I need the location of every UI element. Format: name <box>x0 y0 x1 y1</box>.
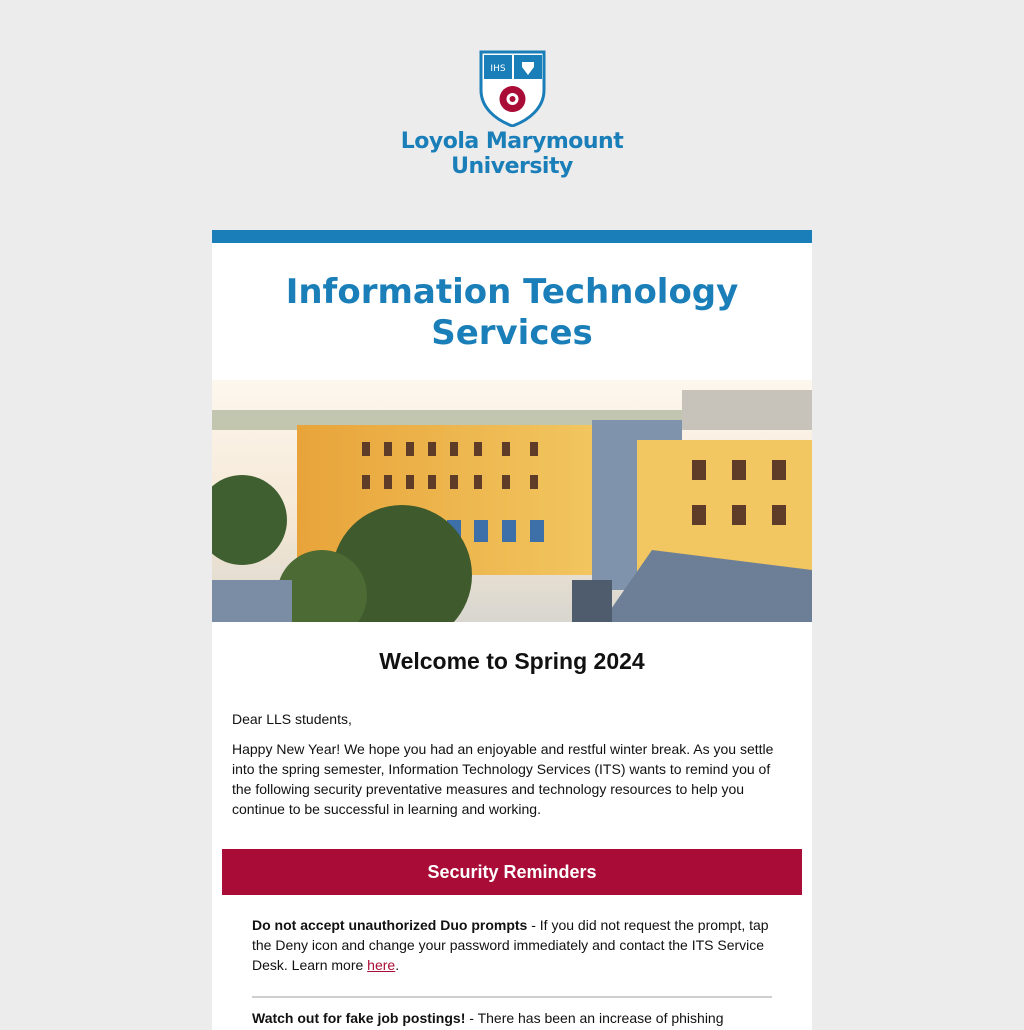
svg-text:IHS: IHS <box>490 64 506 74</box>
item-divider <box>252 996 772 998</box>
brand-name-line1: Loyola Marymount <box>400 129 624 154</box>
lmu-shield-icon <box>479 50 546 127</box>
security-item-text: - There has been an increase of phishing <box>465 1010 724 1026</box>
security-item <box>252 1008 772 1028</box>
department-title: Information Technology Services <box>285 272 739 353</box>
security-reminders-header: Security Reminders <box>222 849 802 895</box>
university-logo <box>0 0 1024 200</box>
intro-paragraph: Happy New Year! We hope you had an enjoyable and restful winter break. As you settle into the spring semester, Information Technology Services (ITS) wants to remind you of the following security preventative measures and technology resources to help you continue to be successful in learning and working. <box>232 741 774 817</box>
learn-more-link[interactable]: here <box>367 957 396 973</box>
security-item-text: - If you did not request the prompt, tap the Deny icon and change your password immediately and contact the ITS Service Desk. Learn more <box>252 917 769 973</box>
security-item-tail: . <box>395 957 400 973</box>
hero-image <box>212 380 812 622</box>
brand-name-line2: University <box>451 154 573 179</box>
top-accent-bar <box>212 230 812 243</box>
welcome-heading: Welcome to Spring 2024 <box>379 648 645 674</box>
greeting-text: Dear LLS students, <box>232 711 352 727</box>
security-item-title: Do not accept unauthorized Duo prompts <box>252 917 528 933</box>
security-item <box>252 915 772 975</box>
security-item-title: Watch out for fake job postings! <box>252 1010 466 1026</box>
newsletter-card <box>212 230 812 1030</box>
